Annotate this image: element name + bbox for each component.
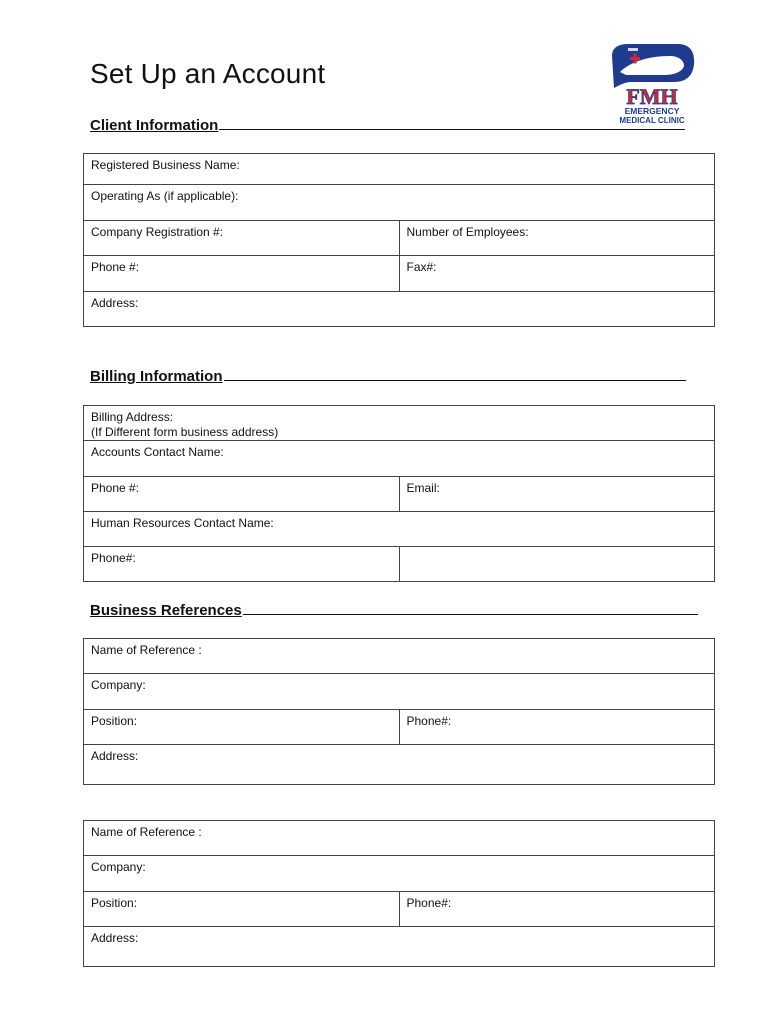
reference-phone-field[interactable] <box>399 710 715 745</box>
billing-address-note: (If Different form business address) <box>91 425 279 439</box>
reference-name-field[interactable] <box>84 821 715 856</box>
reference-name-label: Name of Reference : <box>91 643 202 657</box>
reference-position-field[interactable] <box>84 710 400 745</box>
reference-address-label: Address: <box>91 749 139 763</box>
reference-phone-label: Phone#: <box>406 896 452 910</box>
reference-company-field[interactable] <box>84 856 715 892</box>
reference-phone-field[interactable] <box>399 892 715 927</box>
reference-position-label: Position: <box>91 714 138 728</box>
operating-as-field[interactable] <box>84 185 715 221</box>
client-information-heading <box>90 117 685 134</box>
hr-phone-label: Phone#: <box>91 551 136 565</box>
business-references-heading-text: Business References <box>90 602 242 619</box>
logo-letters: FMH <box>626 84 678 109</box>
page-title: Set Up an Account <box>90 58 326 89</box>
accounts-contact-name-label: Accounts Contact Name: <box>91 445 224 459</box>
reference-company-field[interactable] <box>84 674 715 710</box>
reference-2-table <box>83 820 715 967</box>
billing-phone-field[interactable] <box>84 477 400 512</box>
heading-rule <box>224 379 686 381</box>
client-information-table <box>83 153 715 327</box>
reference-address-field[interactable] <box>84 927 715 967</box>
client-phone-field[interactable] <box>84 256 400 292</box>
billing-address-label: Billing Address: <box>91 410 174 424</box>
reference-1-table <box>83 638 715 785</box>
client-address-field[interactable] <box>84 292 715 327</box>
logo-line2: MEDICAL CLINIC <box>619 116 685 125</box>
reference-position-label: Position: <box>91 896 138 910</box>
billing-information-table <box>83 405 715 582</box>
business-references-heading <box>90 602 698 619</box>
client-fax-field[interactable] <box>399 256 715 292</box>
client-phone-label: Phone #: <box>91 260 140 274</box>
reference-position-field[interactable] <box>84 892 400 927</box>
hr-phone-field[interactable] <box>84 547 400 582</box>
billing-information-heading-text: Billing Information <box>90 368 223 385</box>
registered-business-name-field[interactable] <box>84 154 715 185</box>
billing-address-field[interactable] <box>84 406 715 441</box>
hr-phone-blank-cell[interactable] <box>399 547 715 582</box>
company-registration-field[interactable] <box>84 221 400 256</box>
heading-rule <box>243 613 698 615</box>
client-information-heading-text: Client Information <box>90 117 219 134</box>
reference-company-label: Company: <box>91 678 146 692</box>
reference-address-field[interactable] <box>84 745 715 785</box>
reference-name-field[interactable] <box>84 639 715 674</box>
billing-email-label: Email: <box>406 481 440 495</box>
client-address-label: Address: <box>91 296 139 310</box>
reference-company-label: Company: <box>91 860 146 874</box>
hr-contact-name-field[interactable] <box>84 512 715 547</box>
company-registration-label: Company Registration #: <box>91 225 224 239</box>
reference-address-label: Address: <box>91 931 139 945</box>
operating-as-label: Operating As (if applicable): <box>91 189 239 203</box>
number-of-employees-field[interactable] <box>399 221 715 256</box>
fmh-logo <box>608 42 696 126</box>
hr-contact-name-label: Human Resources Contact Name: <box>91 516 274 530</box>
registered-business-name-label: Registered Business Name: <box>91 158 240 172</box>
accounts-contact-name-field[interactable] <box>84 441 715 477</box>
billing-email-field[interactable] <box>399 477 715 512</box>
client-fax-label: Fax#: <box>406 260 437 274</box>
billing-phone-label: Phone #: <box>91 481 140 495</box>
reference-phone-label: Phone#: <box>406 714 452 728</box>
heading-rule <box>219 128 685 130</box>
logo-line1: EMERGENCY <box>624 106 680 116</box>
reference-name-label: Name of Reference : <box>91 825 202 839</box>
billing-information-heading <box>90 368 686 385</box>
number-of-employees-label: Number of Employees: <box>406 225 529 239</box>
